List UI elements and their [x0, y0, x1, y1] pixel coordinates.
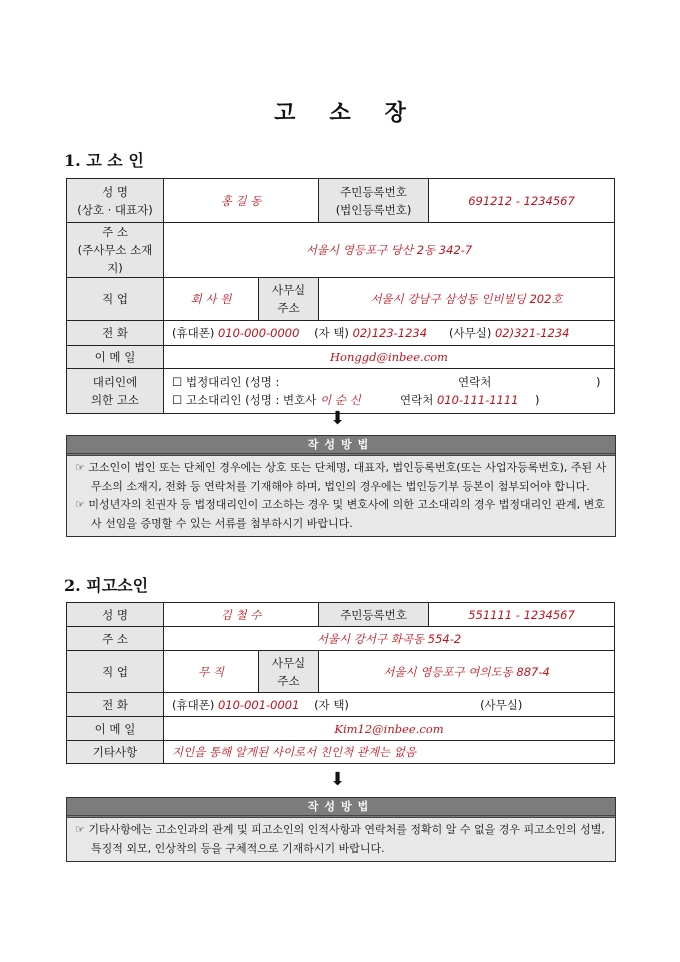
phone-label: 전 화: [67, 693, 164, 717]
email-label: 이 메 일: [67, 346, 164, 369]
address-label: 주 소: [67, 627, 164, 651]
name-label: 성 명 (상호 · 대표자): [67, 179, 164, 223]
rrn-label: 주민등록번호 (법인등록번호): [319, 179, 429, 223]
office-label: 사무실 주소: [259, 651, 319, 693]
email-label: 이 메 일: [67, 717, 164, 741]
etc-label: 기타사항: [67, 741, 164, 764]
guide-item: ☞ 고소인이 법인 또는 단체인 경우에는 상호 또는 단체명, 대표자, 법인등록번호(또는 사업자등록번호), 주된 사무소의 소재지, 전화 등 연락처를 기재해야 하며, 법인의 경우에는 법인등기부 등본이 첨부되어야 합니다.: [75, 461, 607, 493]
guide-item: ☞ 기타사항에는 고소인과의 관계 및 피고소인의 인적사항과 연락처를 정확히 알 수 없을 경우 피고소인의 성별, 특징적 외모, 인상착의 등을 구체적으로 기재하시기 바랍니다.: [75, 823, 605, 855]
rrn-label: 주민등록번호: [319, 603, 429, 627]
section-complainant-heading: 1. 고 소 인: [64, 151, 144, 170]
job-label: 직 업: [67, 651, 164, 693]
office-label: 사무실 주소: [259, 278, 319, 321]
complainant-rrn: 691212 - 1234567: [429, 179, 615, 223]
writing-guide-1: [66, 435, 616, 537]
accused-address: 서울시 강서구 화곡동 554-2: [164, 627, 615, 651]
complainant-address: 서울시 영등포구 당산 2동 342-7: [164, 223, 615, 278]
job-label: 직 업: [67, 278, 164, 321]
down-arrow-icon: ⬇: [330, 769, 346, 790]
agent-label: 대리인에 의한 고소: [67, 369, 164, 414]
phone-label: 전 화: [67, 321, 164, 346]
name-label: 성 명: [67, 603, 164, 627]
guide-header: 작성방법: [67, 798, 615, 818]
guide-header: 작성방법: [67, 436, 615, 456]
accused-name: 김 철 수: [164, 603, 319, 627]
section-accused-heading: 2. 피고소인: [64, 576, 149, 595]
guide-item: ☞ 미성년자의 친권자 등 법정대리인이 고소하는 경우 및 변호사에 의한 고소대리의 경우 법정대리인 관계, 변호사 선임을 증명할 수 있는 서류를 첨부하시기 바랍니다.: [75, 498, 605, 530]
complainant-job: 회 사 원: [164, 278, 259, 321]
complainant-email: Honggd@inbee.com: [164, 346, 615, 369]
address-label: 주 소 (주사무소 소재지): [67, 223, 164, 278]
complainant-office: 서울시 강남구 삼성동 인비빌딩 202호: [319, 278, 615, 321]
writing-guide-2: [66, 797, 616, 862]
complainant-phones: (휴대폰) 010-000-0000 (자 택) 02)123-1234 (사무실) 02)321-1234: [164, 321, 615, 346]
accused-etc: 지인을 통해 알게된 사이로서 친인척 관계는 없음: [164, 741, 615, 764]
agent-info: ☐ 법정대리인 (성명 : 연락처 ) ☐ 고소대리인 (성명 : 변호사 이 순 신 연락처 010-111-1111 ): [164, 369, 615, 414]
complainant-name: 홍 길 동: [164, 179, 319, 223]
complainant-table: [66, 178, 615, 414]
document-title: 고소장: [274, 100, 440, 126]
accused-table: [66, 602, 615, 764]
accused-email: Kim12@inbee.com: [164, 717, 615, 741]
accused-job: 무 직: [164, 651, 259, 693]
accused-phones: (휴대폰) 010-001-0001 (자 택) (사무실): [164, 693, 615, 717]
accused-rrn: 551111 - 1234567: [429, 603, 615, 627]
accused-office: 서울시 영등포구 여의도동 887-4: [319, 651, 615, 693]
down-arrow-icon: ⬇: [330, 408, 346, 429]
